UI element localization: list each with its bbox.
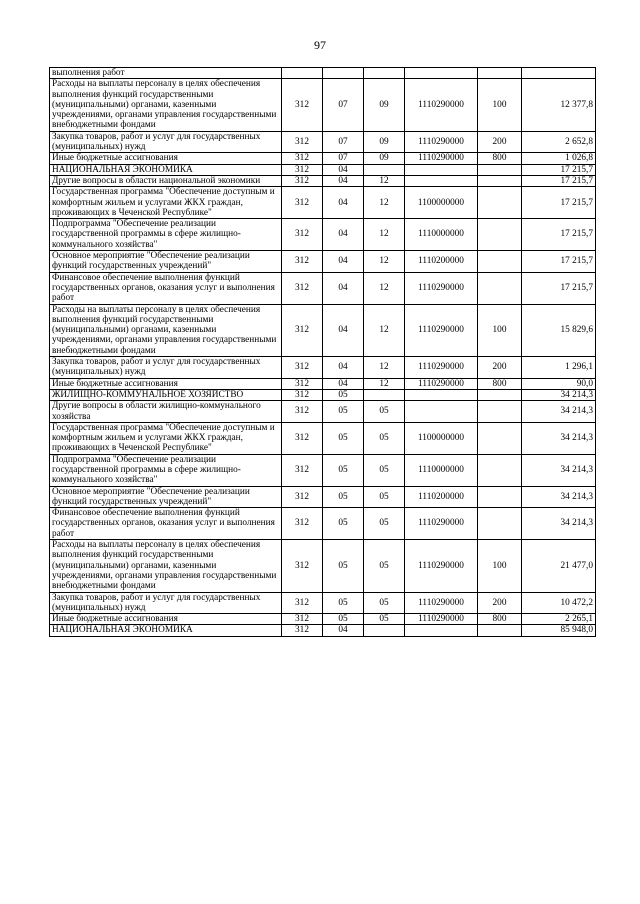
expense-name-cell: Подпрограмма "Обеспечение реализации государственной программы в сфере жилищно-коммунального хозяйства" [50,219,282,251]
expense-name-cell: НАЦИОНАЛЬНАЯ ЭКОНОМИКА [50,625,282,636]
expense-name-cell: Финансовое обеспечение выполнения функций государственных органов, оказания услуг и выполнения работ [50,508,282,540]
section-code-cell: 05 [323,508,364,540]
subsection-code-cell [364,389,405,400]
target-article-cell [405,625,478,636]
expense-type-cell [478,251,522,273]
expense-type-cell [478,454,522,486]
expense-name-cell: Иные бюджетные ассигнования [50,153,282,164]
table-row [50,219,596,251]
table-row [50,357,596,379]
ministry-code-cell: 312 [282,304,323,356]
table-row [50,614,596,625]
section-code-cell: 04 [323,219,364,251]
section-code-cell: 04 [323,251,364,273]
expense-name-cell: Расходы на выплаты персоналу в целях обеспечения выполнения функций государственными (муниципальными) органами, казенными учреждениями, органами управления государственными внебюджетными фондами [50,304,282,356]
amount-cell: 34 214,3 [522,508,596,540]
target-article-cell [405,401,478,423]
expense-name-cell: Другие вопросы в области жилищно-коммунального хозяйства [50,401,282,423]
target-article-cell: 1110290000 [405,153,478,164]
expense-type-cell [478,68,522,79]
target-article-cell: 1110290000 [405,272,478,304]
section-code-cell: 05 [323,614,364,625]
table-row [50,153,596,164]
amount-cell: 90,0 [522,378,596,389]
amount-cell: 17 215,7 [522,251,596,273]
expense-type-cell: 800 [478,153,522,164]
table-row [50,592,596,614]
section-code-cell: 05 [323,454,364,486]
expense-name-cell: ЖИЛИЩНО-КОММУНАЛЬНОЕ ХОЗЯЙСТВО [50,389,282,400]
expense-type-cell: 100 [478,79,522,131]
ministry-code-cell: 312 [282,251,323,273]
expense-type-cell [478,219,522,251]
ministry-code-cell: 312 [282,389,323,400]
target-article-cell [405,164,478,175]
table-body [50,68,596,637]
subsection-code-cell: 05 [364,592,405,614]
target-article-cell: 1100000000 [405,422,478,454]
ministry-code-cell: 312 [282,401,323,423]
subsection-code-cell: 09 [364,153,405,164]
expense-type-cell [478,187,522,219]
expense-name-cell: Расходы на выплаты персоналу в целях обеспечения выполнения функций государственными (муниципальными) органами, казенными учреждениями, органами управления государственными внебюджетными фондами [50,540,282,592]
section-code-cell: 07 [323,153,364,164]
section-code-cell: 04 [323,187,364,219]
ministry-code-cell: 312 [282,153,323,164]
amount-cell: 85 948,0 [522,625,596,636]
expense-type-cell [478,175,522,186]
target-article-cell: 1110200000 [405,486,478,508]
section-code-cell: 04 [323,357,364,379]
table-row [50,401,596,423]
amount-cell: 12 377,8 [522,79,596,131]
ministry-code-cell: 312 [282,454,323,486]
table-row [50,79,596,131]
ministry-code-cell: 312 [282,378,323,389]
subsection-code-cell: 05 [364,454,405,486]
ministry-code-cell: 312 [282,540,323,592]
section-code-cell: 05 [323,389,364,400]
amount-cell [522,68,596,79]
subsection-code-cell: 09 [364,79,405,131]
expense-type-cell [478,625,522,636]
table-row [50,378,596,389]
amount-cell: 1 296,1 [522,357,596,379]
budget-table [49,67,596,637]
expense-type-cell: 200 [478,131,522,153]
expense-type-cell [478,272,522,304]
expense-name-cell: Основное мероприятие "Обеспечение реализации функций государственных учреждений" [50,251,282,273]
target-article-cell: 1110290000 [405,131,478,153]
expense-type-cell: 800 [478,614,522,625]
expense-name-cell: Основное мероприятие "Обеспечение реализации функций государственных учреждений" [50,486,282,508]
expense-type-cell: 800 [478,378,522,389]
amount-cell: 17 215,7 [522,187,596,219]
expense-name-cell: НАЦИОНАЛЬНАЯ ЭКОНОМИКА [50,164,282,175]
ministry-code-cell: 312 [282,79,323,131]
section-code-cell: 05 [323,422,364,454]
section-code-cell: 07 [323,131,364,153]
ministry-code-cell: 312 [282,357,323,379]
target-article-cell [405,389,478,400]
target-article-cell: 1100000000 [405,187,478,219]
subsection-code-cell: 05 [364,401,405,423]
expense-name-cell: Закупка товаров, работ и услуг для государственных (муниципальных) нужд [50,592,282,614]
section-code-cell: 04 [323,625,364,636]
subsection-code-cell: 12 [364,378,405,389]
amount-cell: 2 652,8 [522,131,596,153]
subsection-code-cell: 05 [364,614,405,625]
target-article-cell: 1110290000 [405,357,478,379]
expense-name-cell: Закупка товаров, работ и услуг для государственных (муниципальных) нужд [50,357,282,379]
expense-type-cell [478,401,522,423]
expense-name-cell: Иные бюджетные ассигнования [50,378,282,389]
expense-type-cell [478,508,522,540]
ministry-code-cell: 312 [282,422,323,454]
table-row [50,486,596,508]
subsection-code-cell: 12 [364,272,405,304]
amount-cell: 1 026,8 [522,153,596,164]
target-article-cell: 1110290000 [405,508,478,540]
subsection-code-cell: 12 [364,304,405,356]
target-article-cell [405,175,478,186]
ministry-code-cell: 312 [282,625,323,636]
expense-name-cell: выполнения работ [50,68,282,79]
target-article-cell: 1110290000 [405,378,478,389]
table-row [50,251,596,273]
section-code-cell: 05 [323,592,364,614]
section-code-cell: 07 [323,79,364,131]
expense-name-cell: Расходы на выплаты персоналу в целях обеспечения выполнения функций государственными (муниципальными) органами, казенными учреждениями, органами управления государственными внебюджетными фондами [50,79,282,131]
target-article-cell: 1110200000 [405,251,478,273]
ministry-code-cell: 312 [282,131,323,153]
amount-cell: 17 215,7 [522,175,596,186]
subsection-code-cell: 09 [364,131,405,153]
ministry-code-cell: 312 [282,164,323,175]
expense-name-cell: Государственная программа "Обеспечение доступным и комфортным жильем и услугами ЖКХ граждан, проживающих в Чеченской Республике" [50,422,282,454]
subsection-code-cell: 05 [364,422,405,454]
ministry-code-cell [282,68,323,79]
table-row [50,187,596,219]
ministry-code-cell: 312 [282,219,323,251]
target-article-cell: 1110000000 [405,454,478,486]
table-row [50,164,596,175]
subsection-code-cell: 05 [364,508,405,540]
expense-name-cell: Другие вопросы в области национальной экономики [50,175,282,186]
table-row [50,454,596,486]
section-code-cell: 04 [323,175,364,186]
subsection-code-cell: 12 [364,175,405,186]
expense-type-cell: 200 [478,592,522,614]
ministry-code-cell: 312 [282,614,323,625]
expense-type-cell [478,422,522,454]
ministry-code-cell: 312 [282,272,323,304]
ministry-code-cell: 312 [282,175,323,186]
expense-name-cell: Закупка товаров, работ и услуг для государственных (муниципальных) нужд [50,131,282,153]
table-row [50,625,596,636]
target-article-cell [405,68,478,79]
amount-cell: 17 215,7 [522,164,596,175]
amount-cell: 34 214,3 [522,401,596,423]
amount-cell: 10 472,2 [522,592,596,614]
target-article-cell: 1110290000 [405,79,478,131]
expense-type-cell: 100 [478,304,522,356]
expense-type-cell [478,486,522,508]
amount-cell: 34 214,3 [522,389,596,400]
subsection-code-cell [364,625,405,636]
subsection-code-cell: 12 [364,187,405,219]
ministry-code-cell: 312 [282,187,323,219]
ministry-code-cell: 312 [282,486,323,508]
target-article-cell: 1110290000 [405,614,478,625]
table-row [50,68,596,79]
section-code-cell: 04 [323,304,364,356]
expense-type-cell: 100 [478,540,522,592]
amount-cell: 17 215,7 [522,272,596,304]
page-number: 97 [314,38,326,52]
ministry-code-cell: 312 [282,592,323,614]
target-article-cell: 1110290000 [405,540,478,592]
section-code-cell [323,68,364,79]
table-row [50,389,596,400]
table-row [50,540,596,592]
section-code-cell: 04 [323,164,364,175]
target-article-cell: 1110290000 [405,592,478,614]
amount-cell: 21 477,0 [522,540,596,592]
table-row [50,304,596,356]
section-code-cell: 05 [323,486,364,508]
table-row [50,272,596,304]
section-code-cell: 05 [323,401,364,423]
ministry-code-cell: 312 [282,508,323,540]
expense-type-cell: 200 [478,357,522,379]
subsection-code-cell [364,68,405,79]
subsection-code-cell [364,164,405,175]
subsection-code-cell: 05 [364,486,405,508]
target-article-cell: 1110000000 [405,219,478,251]
amount-cell: 15 829,6 [522,304,596,356]
subsection-code-cell: 12 [364,357,405,379]
table-row [50,131,596,153]
target-article-cell: 1110290000 [405,304,478,356]
amount-cell: 34 214,3 [522,454,596,486]
expense-type-cell [478,389,522,400]
expense-name-cell: Подпрограмма "Обеспечение реализации государственной программы в сфере жилищно-коммунального хозяйства" [50,454,282,486]
subsection-code-cell: 12 [364,219,405,251]
expense-name-cell: Иные бюджетные ассигнования [50,614,282,625]
section-code-cell: 04 [323,378,364,389]
amount-cell: 34 214,3 [522,486,596,508]
expense-type-cell [478,164,522,175]
table-row [50,422,596,454]
expense-name-cell: Государственная программа "Обеспечение доступным и комфортным жильем и услугами ЖКХ граждан, проживающих в Чеченской Республике" [50,187,282,219]
subsection-code-cell: 12 [364,251,405,273]
amount-cell: 34 214,3 [522,422,596,454]
table-row [50,175,596,186]
expense-name-cell: Финансовое обеспечение выполнения функций государственных органов, оказания услуг и выполнения работ [50,272,282,304]
amount-cell: 17 215,7 [522,219,596,251]
subsection-code-cell: 05 [364,540,405,592]
section-code-cell: 04 [323,272,364,304]
amount-cell: 2 265,1 [522,614,596,625]
table-row [50,508,596,540]
section-code-cell: 05 [323,540,364,592]
